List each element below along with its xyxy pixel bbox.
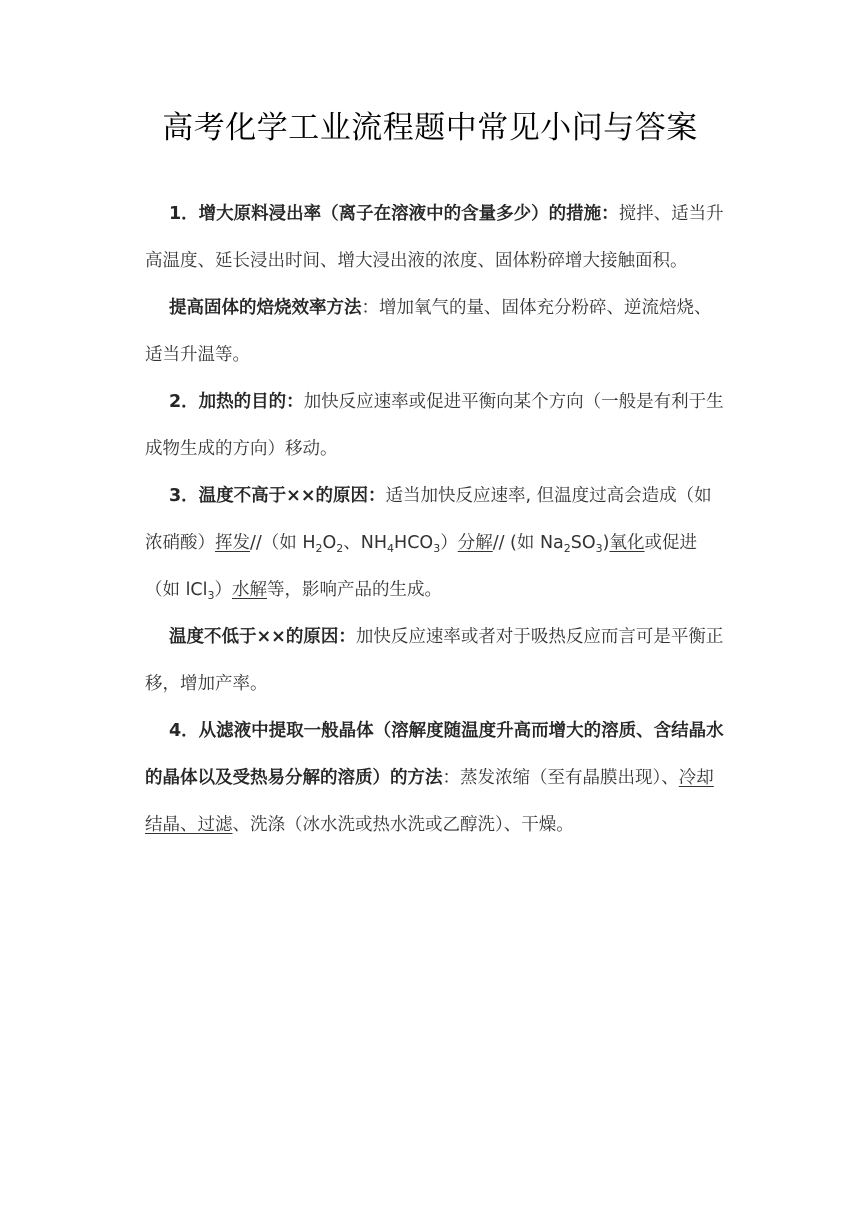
document-title: 高考化学工业流程题中常见小问与答案 — [162, 110, 698, 146]
paragraph-3-text: 、NH — [343, 533, 388, 553]
paragraph-2-text: 加快反应速率或促进平衡向某个方向（一般是有利于生成物生成的方向）移动。 — [145, 392, 724, 459]
paragraph-3-text: //（如 H — [250, 533, 316, 553]
paragraph-3-text: 等，影响产品的生成。 — [267, 580, 443, 600]
subscript: 2 — [563, 542, 571, 555]
paragraph-3-text: O — [322, 533, 337, 553]
paragraph-4-text: ：蒸发浓缩（至有晶膜出现）、 — [442, 768, 679, 788]
paragraph-3-text: ) — [602, 533, 610, 553]
subscript: 4 — [387, 542, 395, 555]
underlined-term: 冷却结晶、过滤 — [145, 768, 714, 835]
paragraph-3b — [145, 614, 725, 708]
paragraph-1-heading: 1．增大原料浸出率（离子在溶液中的含量多少）的措施： — [169, 204, 619, 224]
underlined-term: 挥发 — [215, 533, 250, 553]
paragraph-3b-text: 加快反应速率或者对于吸热反应而言可是平衡正移，增加产率。 — [145, 627, 724, 694]
paragraph-1 — [145, 191, 725, 285]
document-body — [145, 191, 725, 849]
subscript: 3 — [595, 542, 603, 555]
paragraph-4-heading: 4．从滤液中提取一般晶体（溶解度随温度升高而增大的溶质、含结晶水的晶体以及受热易分解的溶质）的方法 — [145, 721, 724, 788]
paragraph-3-text: // (如 Na — [492, 533, 564, 553]
paragraph-2-heading: 2．加热的目的： — [169, 392, 304, 412]
underlined-term: 水解 — [232, 580, 268, 600]
paragraph-1b — [145, 285, 725, 379]
paragraph-3-text: SO — [570, 533, 596, 553]
paragraph-3-text: ） — [440, 533, 458, 553]
subscript: 3 — [433, 542, 441, 555]
paragraph-2 — [145, 379, 725, 473]
paragraph-4 — [145, 708, 725, 849]
paragraph-3-heading: 3．温度不高于××的原因： — [169, 486, 386, 506]
paragraph-3-text: 适当加快反应速率, 但温度过高会造成（如浓硝酸） — [145, 486, 712, 553]
paragraph-3-text: 或促进（如 lCl — [145, 533, 697, 600]
subscript: 2 — [336, 542, 344, 555]
paragraph-3b-heading: 温度不低于××的原因： — [169, 627, 356, 647]
paragraph-3-text: HCO — [394, 533, 434, 553]
paragraph-1b-heading: 提高固体的焙烧效率方法 — [169, 298, 362, 318]
subscript: 3 — [207, 589, 215, 602]
paragraph-1-text: 搅拌、适当升高温度、延长浸出时间、增大浸出液的浓度、固体粉碎增大接触面积。 — [145, 204, 724, 271]
underlined-term: 氧化 — [609, 533, 645, 553]
paragraph-3-text: ） — [214, 580, 233, 600]
subscript: 2 — [315, 542, 323, 555]
paragraph-4-text: 、洗涤（冰水洗或热水洗或乙醇洗）、干燥。 — [232, 815, 574, 835]
paragraph-3 — [145, 473, 725, 614]
underlined-term: 分解 — [457, 533, 493, 553]
paragraph-1b-text: ：增加氧气的量、固体充分粉碎、逆流焙烧、适当升温等。 — [145, 298, 712, 365]
